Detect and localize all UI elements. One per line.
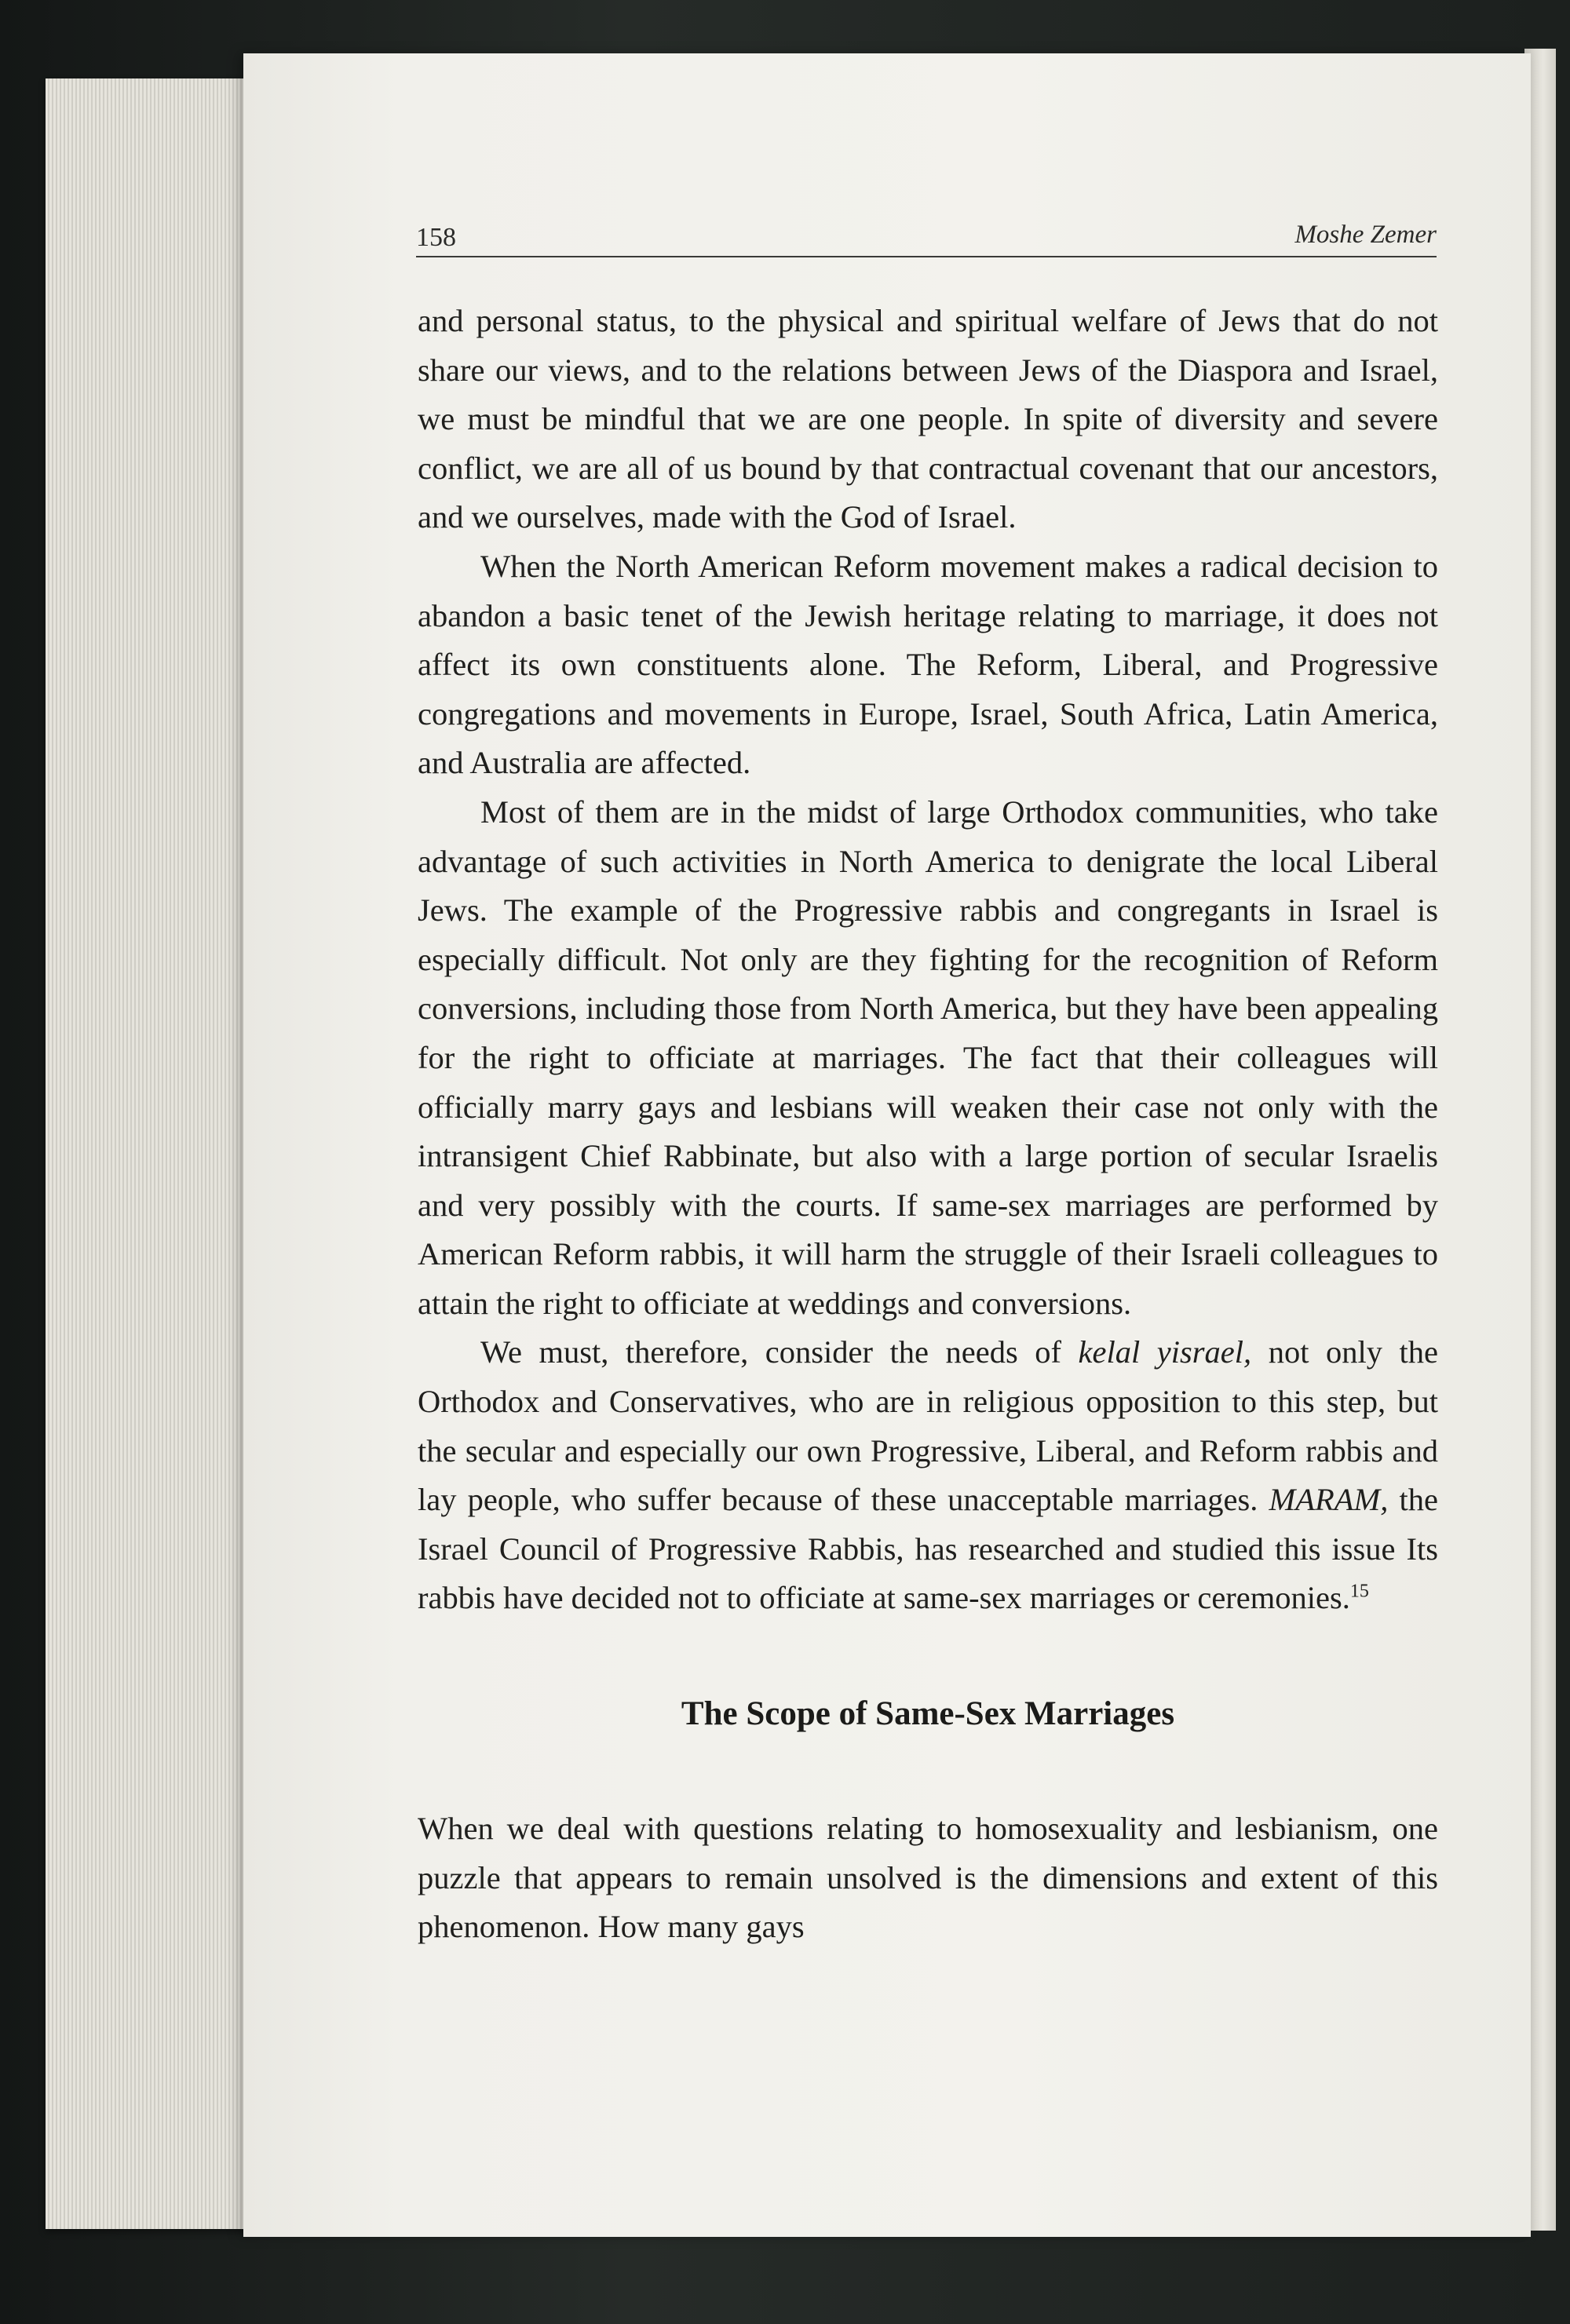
running-author: Moshe Zemer <box>1294 221 1437 249</box>
paragraph-4-text-c: the Israel Council of Progressive Rabbis, has researched and studied this issue Its rabbis have decided not to officiate at same-sex marriages or ceremonies. <box>418 1482 1438 1616</box>
paragraph-4-italic-maram: MARAM, <box>1269 1482 1389 1518</box>
page-number: 158 <box>416 223 456 252</box>
paragraph-3: Most of them are in the midst of large Orthodox communities, who take advantage of such activities in North America to denigrate the local Liberal Jews. The example of the Progressive rabbis and congregants in Israel is especially difficult. Not only are they fighting for the recognition of Reform conversions, including those from North America, but they have been appealing for the right to officiate at marriages. The fact that their colleagues will officially marry gays and lesbians will weaken their case not only with the intransigent Chief Rabbinate, but also with a large portion of secular Israelis and very possibly with the courts. If same-sex marriages are performed by American Reform rabbis, it will harm the struggle of their Israeli colleagues to attain the right to officiate at weddings and conversions. <box>418 794 1438 1321</box>
paragraph-5: When we deal with questions relating to homosexuality and lesbianism, one puzzle that appears to remain unsolved is the dimensions and extent of this phenomenon. How many gays <box>418 1811 1438 1945</box>
paragraph-4-text-b: not only the Orthodox and Conservatives, who are in religious opposition to this step, but the secular and especially our own Progressive, Liberal, and Reform rabbis and lay people, who suffer because of these unacceptable marriages. <box>418 1334 1439 1518</box>
section-heading: The Scope of Same-Sex Marriages <box>681 1695 1175 1733</box>
page-edges-left <box>46 78 250 2229</box>
paragraph-4-text-a: We must, therefore, consider the needs of <box>480 1334 1079 1370</box>
paragraph-1: and personal status, to the physical and spiritual welfare of Jews that do not share our views, and to the relations between Jews of the Diaspora and Israel, we must be mindful that we are one people. In spite of diversity and severe conflict, we are all of us bound by that contractual covenant that our ancestors, and we ourselves, made with the God of Israel. <box>418 303 1438 535</box>
footnote-marker: 15 <box>1349 1581 1369 1602</box>
book-page <box>243 53 1531 2237</box>
paragraph-2: When the North American Reform movement makes a radical decision to abandon a basic tenet of the Jewish heritage relating to marriage, it does not affect its own constituents alone. The Reform, Liberal, and Progressive congregations and movements in Europe, Israel, South Africa, Latin America, and Australia are affected. <box>418 548 1438 781</box>
paragraph-4-italic-kelal: kelal yisrael, <box>1078 1334 1252 1370</box>
running-head <box>416 210 1437 257</box>
body-text <box>418 297 1438 1952</box>
paragraph-4 <box>418 1328 1438 1623</box>
